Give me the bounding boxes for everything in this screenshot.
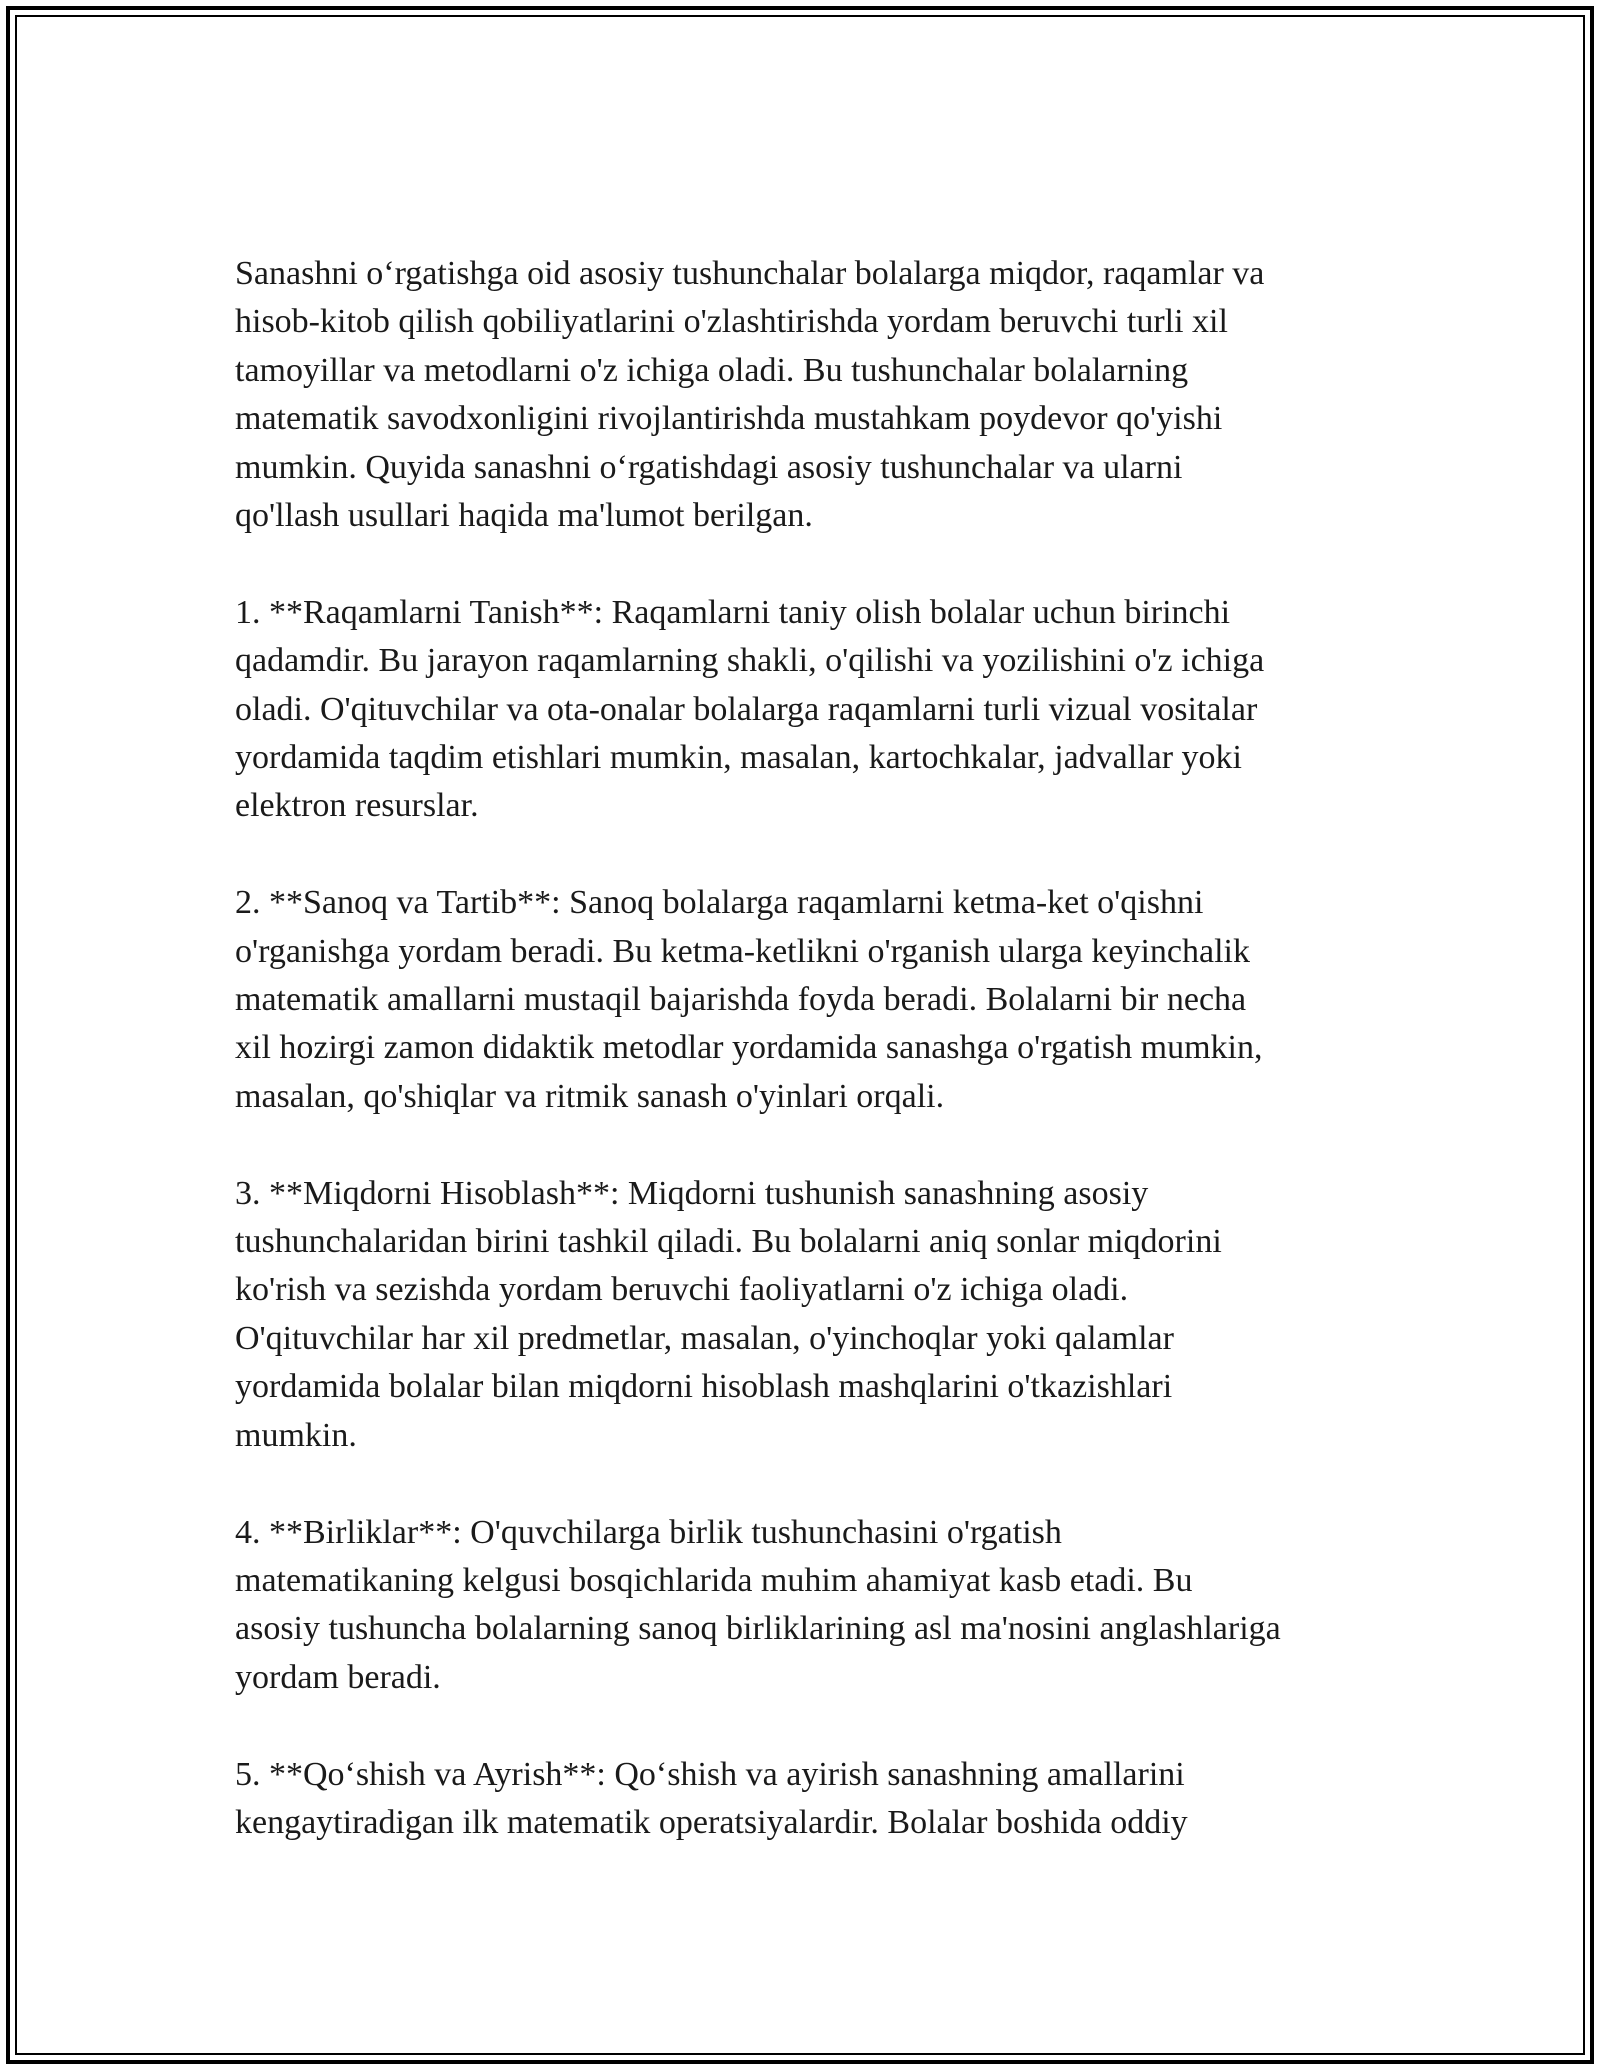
paragraph-birliklar: 4. **Birliklar**: O'quvchilarga birlik tushunchasini o'rgatish matematikaning kelgusi bosqichlarida muhim ahamiyat kasb etadi. Bu asosiy tushuncha bolalarning sanoq birliklarining asl ma'nosini anglashlariga yordam beradi. (235, 1513, 1281, 1696)
paragraph-sanoq-va-tartib: 2. **Sanoq va Tartib**: Sanoq bolalarga raqamlarni ketma-ket o'qishni o'rganishga yordam beradi. Bu ketma-ketlikni o'rganish ularga keyinchalik matematik amallarni mustaqil bajarishda foyda beradi. Bolalarni bir necha xil hozirgi zamon didaktik metodlar yordamida sanashga o'rgatish mumkin, masalan, qo'shiqlar va ritmik sanash o'yinlari orqali. (235, 884, 1263, 1115)
intro-paragraph: Sanashni o‘rgatishga oid asosiy tushunchalar bolalarga miqdor, raqamlar va hisob-kitob qilish qobiliyatlarini o'zlashtirishda yordam beruvchi turli xil tamoyillar va metodlarni o'z ichiga oladi. Bu tushunchalar bolalarning matematik savodxonligini rivojlantirishda mustahkam poydevor qo'yishi mumkin. Quyida sanashni o‘rgatishdagi asosiy tushunchalar va ularni qo'llash usullari haqida ma'lumot berilgan. (235, 255, 1265, 535)
paragraph-miqdorni-hisoblash: 3. **Miqdorni Hisoblash**: Miqdorni tushunish sanashning asosiy tushunchalaridan birini tashkil qiladi. Bu bolalarni aniq sonlar miqdorini ko'rish va sezishda yordam beruvchi faoliyatlarni o'z ichiga oladi. O'qituvchilar har xil predmetlar, masalan, o'yinchoqlar yoki qalamlar yordamida bolalar bilan miqdorni hisoblash mashqlarini o'tkazishlari mumkin. (235, 1174, 1222, 1454)
paragraph-raqamlarni-tanish: 1. **Raqamlarni Tanish**: Raqamlarni taniy olish bolalar uchun birinchi qadamdir. Bu jarayon raqamlarning shakli, o'qilishi va yozilishini o'z ichiga oladi. O'qituvchilar va ota-onalar bolalarga raqamlarni turli vizual vositalar yordamida taqdim etishlari mumkin, masalan, kartochkalar, jadvallar yoki elektron resurslar. (235, 593, 1265, 825)
document-body (235, 250, 1385, 1896)
paragraph-qoshish-va-ayrish: 5. **Qo‘shish va Ayrish**: Qo‘shish va ayirish sanashning amallarini kengaytiradigan ilk matematik operatsiyalardir. Bolalar boshida oddiy (235, 1755, 1188, 1841)
